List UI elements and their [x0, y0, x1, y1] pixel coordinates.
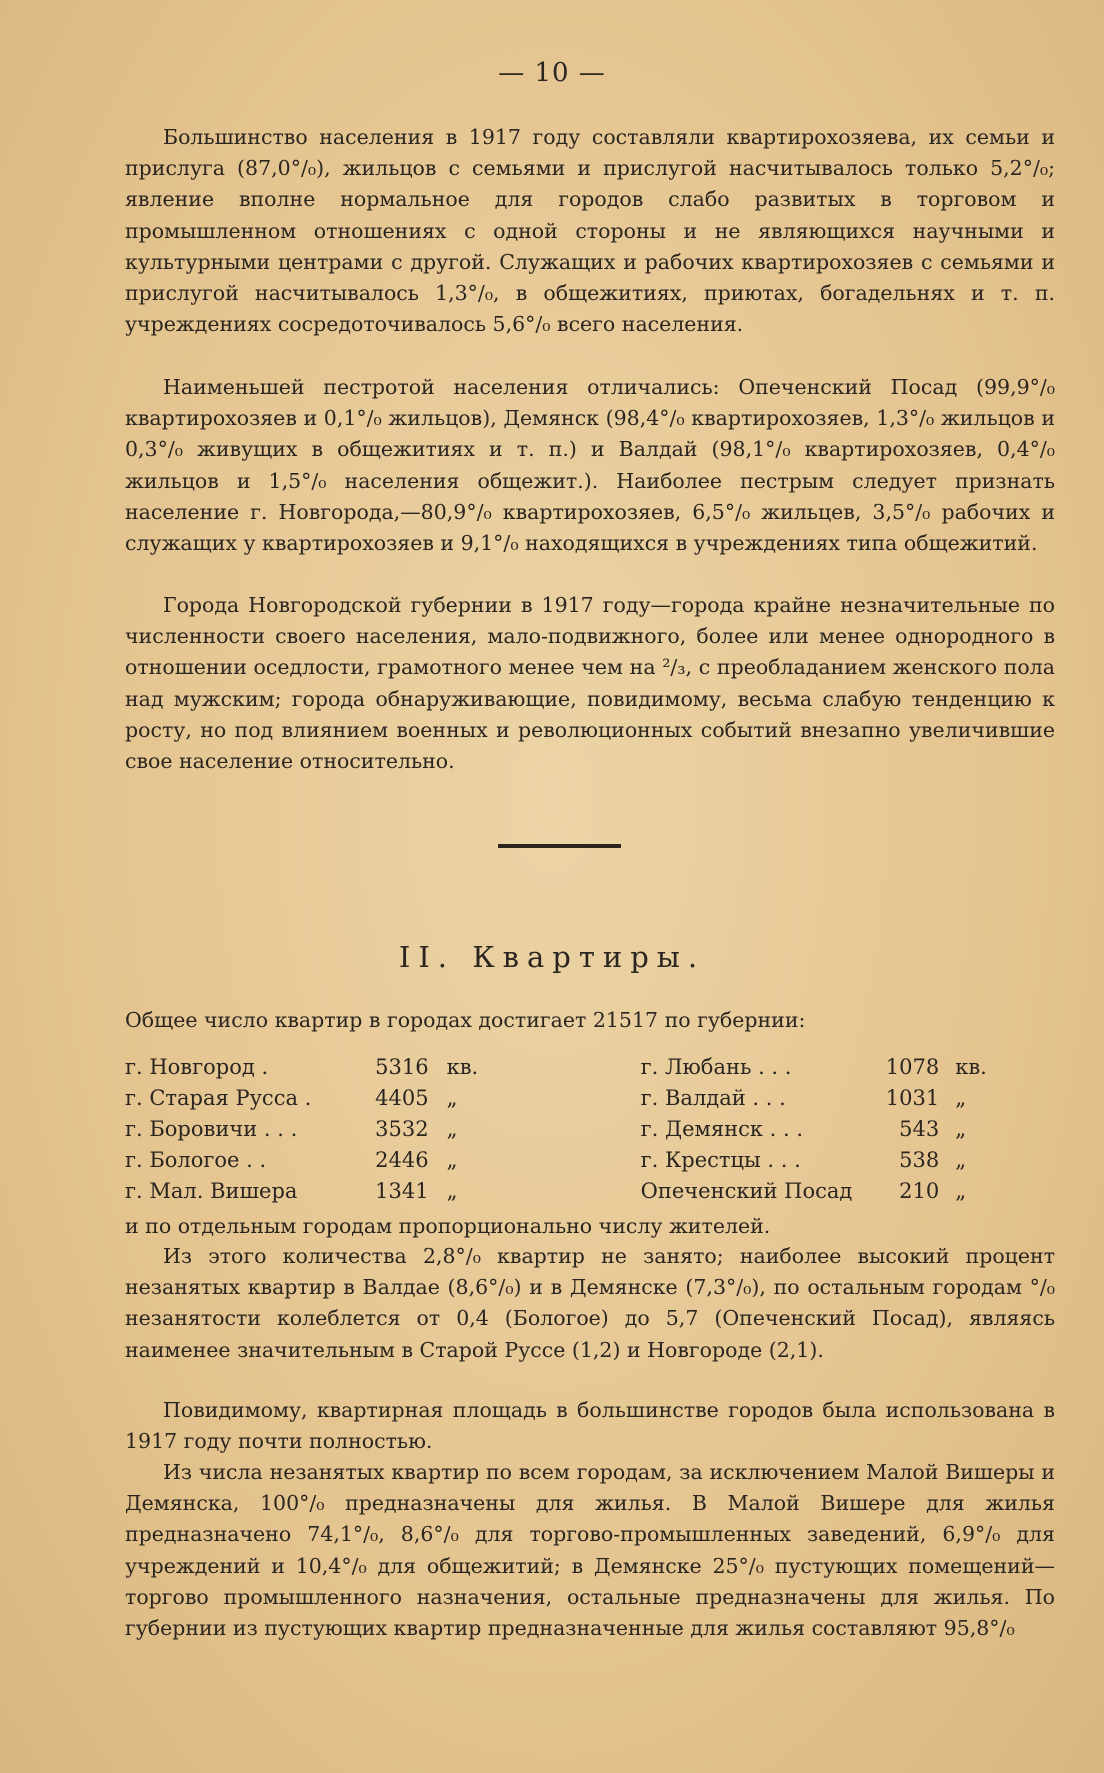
unit-label: „: [955, 1179, 967, 1203]
table-row: [125, 1145, 1005, 1176]
apartment-count: 1031: [885, 1086, 940, 1110]
unit-label: „: [955, 1148, 967, 1172]
paragraph-vacant-purpose: Из числа незанятых квартир по всем городам, за исключением Малой Вишеры и Демянска, 100°/₀ предназначены для жилья. В Малой Вишере для жилья предназначено 74,1°/₀, 8,6°/₀ для торгово-промышленных заведений, 6,9°/₀ для учреждений и 10,4°/₀ для общежитий; в Демянске 25°/₀ пустующих помещений—торгово промышленного назначения, остальные предназначены для жилья. По губернии из пустующих квартир предназначенные для жилья составляют 95,8°/₀: [125, 1460, 1055, 1641]
apartment-count: 1078: [885, 1055, 940, 1079]
apartment-count: 543: [899, 1117, 940, 1141]
apartments-table: [125, 1052, 1005, 1207]
page-number: — 10 —: [498, 58, 606, 88]
unit-label: „: [955, 1117, 967, 1141]
paragraph-vacancy: Из этого количества 2,8°/₀ квартир не занято; наиболее высокий процент незанятых квартир в Валдае (8,6°/₀) и в Демянске (7,3°/₀), по остальным городам °/₀ незанятости колеблется от 0,4 (Бологое) до 5,7 (Опеченский Посад), являясь наименее значительным в Старой Руссе (1,2) и Новгороде (2,1).: [125, 1244, 1055, 1362]
city-name: г. Боровичи . . .: [125, 1117, 298, 1141]
after-table-text: и по отдельным городам пропорционально числу жителей.: [125, 1214, 771, 1238]
apartment-count: 538: [899, 1148, 940, 1172]
apartment-count: 3532: [375, 1117, 429, 1141]
table-row: [125, 1083, 1005, 1114]
table-row: [125, 1052, 1005, 1083]
unit-label: „: [446, 1179, 458, 1203]
paragraph-cities-summary: Города Новгородской губернии в 1917 году—города крайне незначительные по численности своего населения, мало-подвижного, более или менее однородного в отношении оседлости, грамотного менее чем на ²/₃, с преобладанием женского пола над мужским; города обнаруживающие, повидимому, весьма слабую тенденцию к росту, но под влиянием военных и революционных событий внезапно увеличившие свое население относительно.: [125, 593, 1055, 774]
city-name: г. Бологое . .: [125, 1148, 267, 1172]
apartment-count: 210: [899, 1179, 940, 1203]
paragraph-usage: Повидимому, квартирная площадь в большинстве городов была использована в 1917 году почти полностью.: [125, 1398, 1055, 1454]
section-title: II. Квартиры.: [398, 940, 706, 974]
unit-label: „: [446, 1086, 458, 1110]
city-name: Опеченский Посад: [640, 1179, 853, 1203]
unit-label: „: [446, 1148, 458, 1172]
paragraph-population-diversity: Наименьшей пестротой населения отличались: Опеченский Посад (99,9°/₀ квартирохозяев и 0,1°/₀ жильцов), Демянск (98,4°/₀ квартирохозяев, 1,3°/₀ жильцов и 0,3°/₀ живущих в общежитиях и т. п.) и Валдай (98,1°/₀ квартирохозяев, 0,4°/₀ жильцов и 1,5°/₀ населения общежит.). Наиболее пестрым следует признать население г. Новгорода,—80,9°/₀ квартирохозяев, 6,5°/₀ жильцев, 3,5°/₀ рабочих и служащих у квартирохозяев и 9,1°/₀ находящихся в учреждениях типа общежитий.: [125, 375, 1055, 556]
unit-label: кв.: [446, 1055, 479, 1079]
unit-label: кв.: [955, 1055, 987, 1079]
apartment-count: 4405: [375, 1086, 429, 1110]
apartment-count: 1341: [375, 1179, 429, 1203]
unit-label: „: [955, 1086, 967, 1110]
table-row: [125, 1114, 1005, 1145]
section-divider: [498, 844, 621, 848]
city-name: г. Новгород .: [125, 1055, 269, 1079]
table-row: [125, 1176, 1005, 1207]
apartment-count: 2446: [375, 1148, 429, 1172]
city-name: г. Любань . . .: [640, 1055, 792, 1079]
city-name: г. Старая Русса .: [125, 1086, 312, 1110]
city-name: г. Крестцы . . .: [640, 1148, 801, 1172]
apartments-intro: Общее число квартир в городах достигает 21517 по губернии:: [125, 1008, 806, 1032]
unit-label: „: [446, 1117, 458, 1141]
paragraph-population-composition: Большинство населения в 1917 году составляли квартирохозяева, их семьи и прислуга (87,0°/₀), жильцов с семьями и прислугой насчитывалось только 5,2°/₀; явление вполне нормальное для городов слабо развитых в торговом и промышленном отношениях с одной стороны и не являющихся научными и культурными центрами с другой. Служащих и рабочих квартирохозяев с семьями и прислугой насчитывалось 1,3°/₀, в общежитиях, приютах, богадельнях и т. п. учреждениях сосредоточивалось 5,6°/₀ всего населения.: [125, 125, 1055, 337]
city-name: г. Мал. Вишера: [125, 1179, 298, 1203]
city-name: г. Валдай . . .: [640, 1086, 786, 1110]
apartment-count: 5316: [375, 1055, 429, 1079]
city-name: г. Демянск . . .: [640, 1117, 804, 1141]
